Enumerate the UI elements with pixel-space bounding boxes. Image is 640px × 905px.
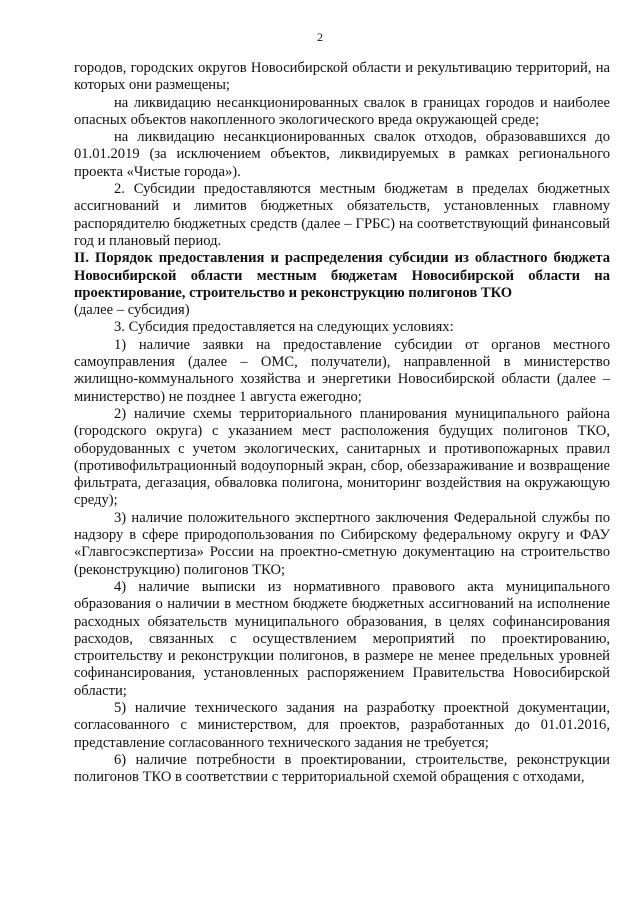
document-body: [74, 60, 610, 786]
list-item-condition-3: 3) наличие положительного экспертного заключения Федеральной службы по надзору в сфере природопользования по Сибирскому федеральному округу и ФАУ «Главгосэкспертиза» России на проектно-сметную документацию на строительство (реконструкцию) полигонов ТКО;: [74, 509, 610, 578]
paragraph-clause-3: 3. Субсидия предоставляется на следующих условиях:: [114, 319, 454, 336]
list-item-condition-4: 4) наличие выписки из нормативного правового акта муниципального образования о наличии в местном бюджете бюджетных ассигнований на исполнение расходных обязательств муниципального образования, в целях софинансирования расходов, связанных с осуществлением мероприятий по проектированию, строительству и реконструкции полигонов, в размере не менее предельных уровней софинансирования, установленных распоряжением Правительства Новосибирской области;: [74, 578, 610, 699]
paragraph: на ликвидацию несанкционированных свалок отходов, образовавшихся до 01.01.2019 (за исключением объектов, ликвидируемых в рамках регионального проекта «Чистые города»).: [74, 129, 610, 180]
paragraph-continuation: городов, городских округов Новосибирской области и рекультивацию территорий, на которых они размещены;: [74, 60, 610, 94]
list-item-condition-6: 6) наличие потребности в проектировании, строительстве, реконструкции полигонов ТКО в соответствии с территориальной схемой обращения с отходами,: [74, 751, 610, 786]
list-item-condition-2: 2) наличие схемы территориального планирования муниципального района (городского округа) с указанием мест расположения будущих полигонов ТКО, оборудованных с учетом экологических, санитарных и противопожарных правил (противофильтрационный водоупорный экран, сбор, обеззараживание и возвращение фильтрата, дегазация, обваловка полигона, мониторинг воздействия на окружающую среду);: [74, 405, 610, 509]
section-heading-subtitle: (далее – субсидия): [74, 302, 190, 319]
page-number: 2: [317, 30, 323, 44]
section-heading: II. Порядок предоставления и распределения субсидии из областного бюджета Новосибирской области местным бюджетам Новосибирской области на проектирование, строительство и реконструкцию полигонов ТКО: [74, 250, 610, 301]
paragraph: на ликвидацию несанкционированных свалок в границах городов и наиболее опасных объектов накопленного экологического вреда окружающей среде;: [74, 94, 610, 128]
list-item-condition-5: 5) наличие технического задания на разработку проектной документации, согласованного с министерством, для проектов, разработанных до 01.01.2016, представление согласованного технического задания не требуется;: [74, 699, 610, 751]
list-item-condition-1: 1) наличие заявки на предоставление субсидии от органов местного самоуправления (далее – ОМС, получатели), направленной в министерство жилищно-коммунального хозяйства и энергетики Новосибирской области (далее – министерство) не позднее 1 августа ежегодно;: [74, 336, 610, 405]
paragraph-clause-2: 2. Субсидии предоставляются местным бюджетам в пределах бюджетных ассигнований и лимитов бюджетных обязательств, установленных главному распорядителю бюджетных средств (далее – ГРБС) на соответствующий финансовый год и плановый период.: [74, 181, 610, 249]
